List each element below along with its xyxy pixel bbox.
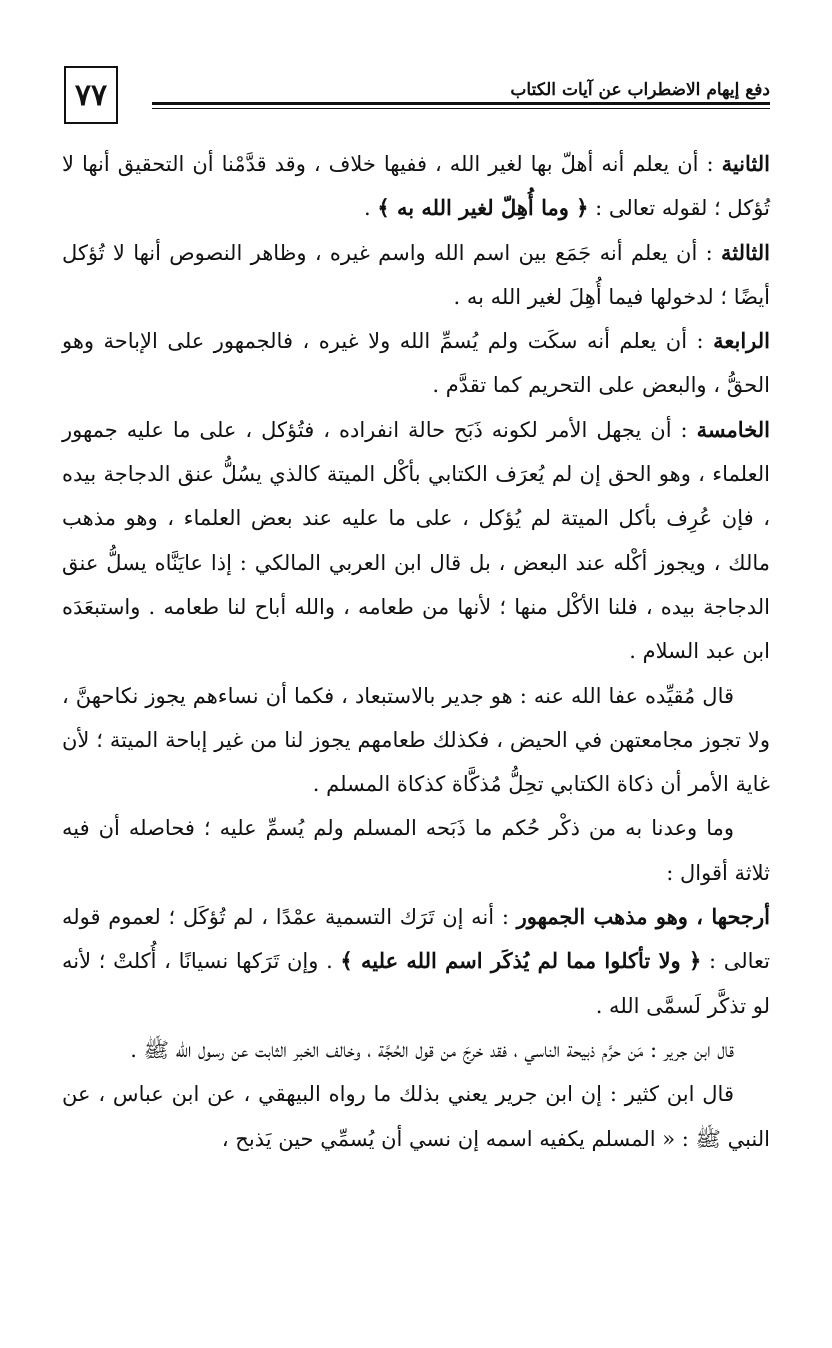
header-rule-thick <box>152 102 770 105</box>
bold-run: الرابعة <box>713 328 770 354</box>
body-text <box>62 142 770 1161</box>
text-run: قال مُقيِّده عفا الله عنه : هو جدير بالاستبعاد ، فكما أن نساءهم يجوز نكاحهنَّ ، ولا تجوز مجامعتهن في الحيض ، فكذلك طعامهم يجوز لنا من غير إباحة الميتة ؛ لأن غاية الأمر أن ذكاة الكتابي تحِلُّ مُذكَّاة كذكاة المسلم . <box>62 683 770 797</box>
text-run: . وإن تَرَكها نسيانًا ، أُكلتْ ؛ لأنه لو تذكَّر لَسمَّى الله . <box>62 949 770 1018</box>
running-header <box>152 80 770 100</box>
text-run: : أن يعلم أنه أهلّ بها لغير الله ، ففيها خلاف ، وقد قدَّمْنا أن التحقيق أنها لا تُؤكل ؛ لقوله تعالى : <box>62 152 770 221</box>
text-run: : أن يعلم أنه سكَت ولم يُسمِّ الله ولا غيره ، فالجمهور على الإباحة وهو الحقُّ ، والبعض على التحريم كما تقدَّم . <box>62 329 770 398</box>
bold-run: ﴿ ولا تأكلوا مما لم يُذكَر اسم الله عليه ﴾ <box>340 948 702 974</box>
paragraph <box>62 674 770 807</box>
bold-run: أرجحها ، وهو مذهب الجمهور <box>516 904 770 930</box>
bold-run: الثانية <box>721 151 770 176</box>
bold-run: الخامسة <box>696 416 770 442</box>
page-number-box <box>64 66 118 124</box>
paragraph <box>62 408 770 674</box>
running-title: دفع إيهام الاضطراب عن آيات الكتاب <box>510 80 770 100</box>
paragraph <box>62 1072 770 1161</box>
text-run: وما وعدنا به من ذكْر حُكم ما ذَبَحه المسلم ولم يُسمِّ عليه ؛ فحاصله أن فيه ثلاثة أقوال : <box>62 816 770 885</box>
text-run: قال ابن جرير : مَن حرَّم ذبيحة الناسي ، فقد خرجَ من قول الحُجَّة ، وخالف الخبر الثابت عن رسول الله ﷺ . <box>130 1037 734 1062</box>
paragraph <box>62 806 770 895</box>
page-number: ٧٧ <box>74 77 108 113</box>
text-run: : أنه إن تَرَك التسمية عمْدًا ، لم تُؤكَل ؛ لعموم قوله تعالى : <box>62 905 770 974</box>
text-run: قال ابن كثير : إن ابن جرير يعني بذلك ما رواه البيهقي ، عن ابن عباس ، عن النبي ﷺ : « المسلم يكفيه اسمه إن نسي أن يُسمِّي حين يَذبح ، <box>62 1082 770 1151</box>
header-rule-thin <box>152 108 770 109</box>
text-run: . <box>364 196 378 221</box>
paragraph <box>62 895 770 1028</box>
text-run: : أن يجهل الأمر لكونه ذَبَح حالة انفراده ، فتُؤكل ، على ما عليه جمهور العلماء ، وهو الحق إن لم يُعرَف الكتابي بأكْل الميتة كالذي يسُلُّ عنق الدجاجة بيده ، فإن عُرِف بأكل الميتة لم يُؤكل ، على ما عليه عند بعض العلماء ، وهو مذهب مالك ، ويجوز أكْله عند البعض ، بل قال ابن العربي المالكي : إذا عايَنَّاه يسلُّ عنق الدجاجة بيده ، فلنا الأكْل منها ؛ لأنها من طعامه ، والله أباح لنا طعامه . واستبعَدَه ابن عبد السلام . <box>62 417 770 664</box>
bold-run: الثالثة <box>721 239 770 265</box>
text-run: : أن يعلم أنه جَمَع بين اسم الله واسم غيره ، وظاهر النصوص أنها لا تُؤكل أيضًا ؛ لدخولها فيما أُهِلَ لغير الله به . <box>62 240 770 309</box>
paragraph <box>62 1028 770 1072</box>
paragraph <box>62 231 770 320</box>
paragraph <box>62 142 770 231</box>
paragraph <box>62 319 770 408</box>
bold-run: ﴿ وما أُهِلّ لغير الله به ﴾ <box>377 195 589 221</box>
